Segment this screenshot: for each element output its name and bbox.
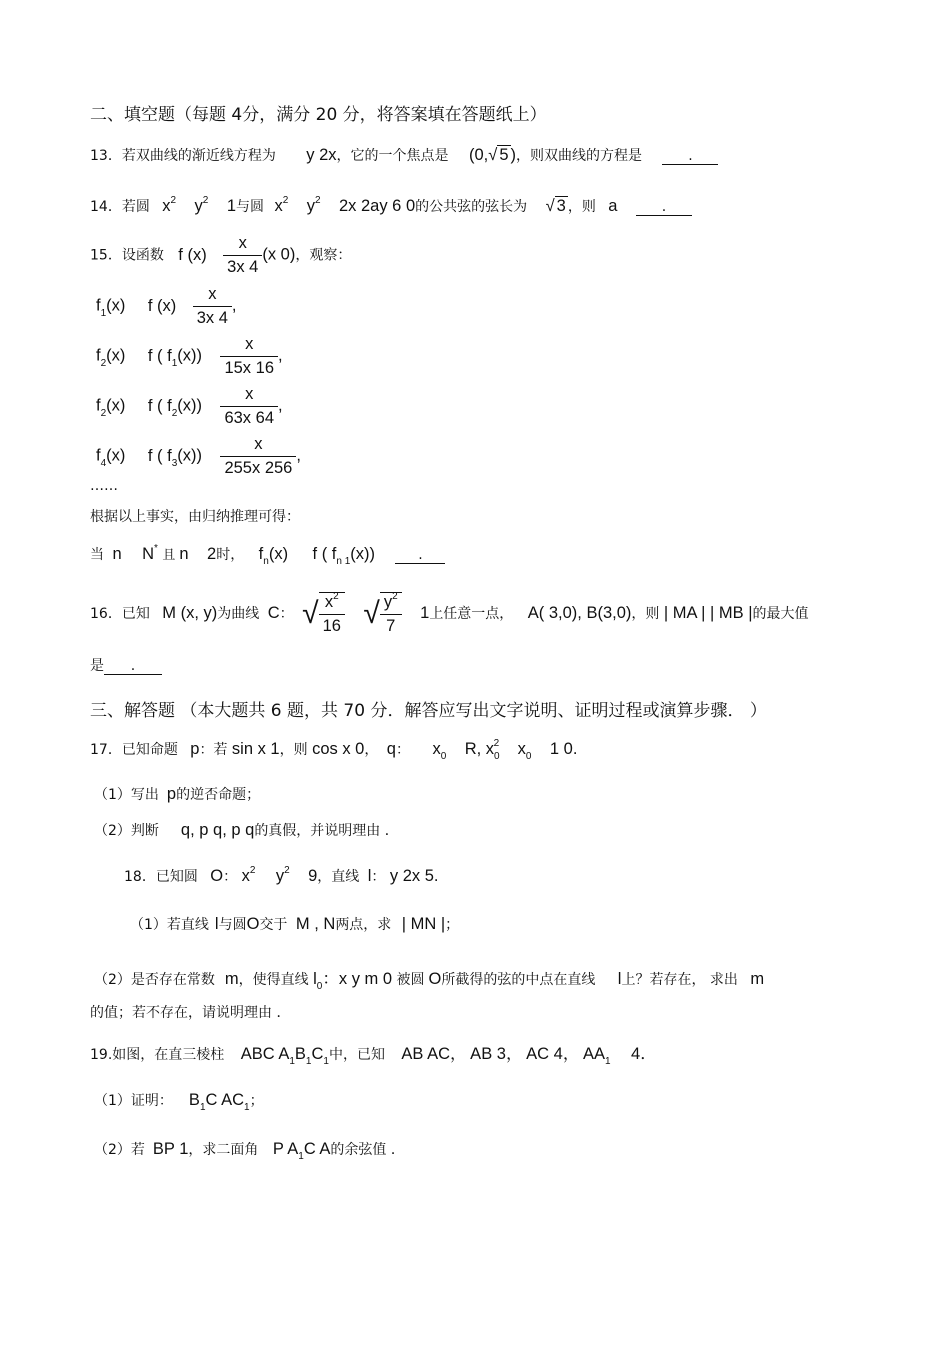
row-msub: 1 [171,357,178,369]
var-n: n [112,545,122,563]
sup-2: 2 [333,591,339,602]
frac-numerator: x [245,385,254,403]
q19-B1: B [188,1091,200,1109]
q18-colon: ： [223,869,238,885]
q14-text3: 的公共弦的弦长为 [415,199,528,215]
frac-denominator: 255x 256 [220,456,296,478]
question-18 [124,866,439,886]
row-lhs: f [96,446,101,465]
part-label: （2）是否存在常数 [94,972,215,988]
sub-1: 1 [605,1056,611,1067]
row-fraction [220,385,278,428]
q18-text: 已知圆 [155,869,198,885]
q16-points: A( 3,0), B(3,0) [527,604,632,622]
q17-number: 17． [90,742,122,758]
answer-blank-14[interactable]: . [636,199,692,216]
q19-part-2 [94,1139,405,1162]
q14-a: a [608,197,618,215]
part-end: ； [445,917,460,933]
q16-text2: 为曲线 [217,606,260,622]
answer-blank-13[interactable]: . [662,148,718,165]
row-lhs: f [96,396,101,415]
q19-BP: BP 1 [152,1140,189,1158]
q18-colon2: ： [371,869,386,885]
sqrt-symbol: √ [363,597,380,630]
q16-fraction-2 [380,592,402,636]
frac-denominator: 63x 64 [220,406,278,428]
q17-part-1 [94,784,260,804]
sup-2: 2 [314,195,321,206]
q17-p: p [166,785,177,803]
q16-expr: | MA | | MB | [663,604,753,622]
q18-l: l [617,970,622,988]
q18-nine: 9 [308,867,318,885]
q18-y: y [275,867,285,885]
sup-2: 2 [202,195,209,206]
q18-O: O [428,970,442,988]
when-text: 当 [90,547,104,563]
row-lrest: (x) [106,396,126,415]
q17-q: q [386,740,396,758]
row-lsub: 1 [100,307,107,319]
row-fraction [220,435,296,478]
q17-p: p [190,740,200,758]
q14-y2: y [306,197,315,215]
q16-text3: 上任意一点， [429,606,514,622]
q18-O: O [210,867,224,885]
answer-blank-16[interactable]: . [104,658,162,675]
q18-dot: . [433,867,439,885]
q15-row-4 [96,435,301,478]
q18-O: O [246,915,260,933]
and-text: 且 [162,548,176,563]
row-end: , [296,446,301,465]
q18-line-eq: y 2x 5 [389,867,434,885]
question-16 [90,592,809,636]
q13-text2: ，它的一个焦点是 [336,148,449,164]
q14-text: 若圆 [121,199,150,215]
q18-number: 18． [124,869,156,885]
q16-curve: C [267,604,280,622]
sub-1: 1 [289,1056,295,1067]
section-3-title: 三、解答题 （本大题共 6 题，共 70 分．解答应写出文字说明、证明过程或演算步骤． ） [90,701,767,721]
row-mrest: (x)) [177,446,202,465]
sqrt-symbol: √ [488,146,498,164]
q14-eq: 2x 2ay 6 0 [338,197,416,215]
part-label: （1）证明： [94,1093,173,1109]
fn-rest: (x) [268,545,289,563]
q15-number: 15． [90,247,122,264]
row-lhs: f [96,296,101,315]
q15-row-3 [96,385,283,428]
q18-l: l [367,867,372,885]
q15-row-1 [96,285,237,328]
two: 2 [207,545,217,563]
row-mid: f ( f [147,446,172,465]
question-13 [90,145,718,165]
sup-2: 2 [284,865,290,876]
q19-text: 如图，在直三棱柱 [112,1047,225,1063]
fn: f [258,545,264,563]
row-lrest: (x) [106,446,126,465]
q18-l0: l [313,970,317,988]
row-msub: 3 [171,457,178,469]
q16-text6: 是 [90,658,104,674]
part-text: 的真假，并说明理由 ． [254,823,399,839]
q15-row-2 [96,335,283,378]
q18-l0-eq: ：x y m 0 [322,970,393,988]
q14-text2: 与圆 [236,199,264,215]
frac-denominator: 3x 4 [193,306,232,328]
sup-2: 2 [170,195,177,206]
sub-0: 0 [316,981,323,992]
question-15 [90,234,351,277]
q14-one: 1 [226,197,236,215]
set-N: N [142,545,155,563]
part-text: ，求二面角 [188,1142,259,1158]
fn-sub: n [263,556,269,567]
sup-2: 2 [493,738,500,749]
q13-point-close: ) [510,146,517,164]
q17-cos: cos x 0 [312,740,365,758]
row-mrest: (x)) [177,346,202,365]
q15-fx: f (x) [178,245,207,264]
q18-m: m [750,970,765,988]
q14-text4: ，则 [567,199,596,215]
shi-text: 时， [216,547,245,563]
frac-numerator: x [238,234,247,252]
part-label: （1）写出 [94,787,159,803]
sqrt-symbol: √ [302,597,319,630]
part-text: ，使得直线 [238,972,309,988]
frac-numerator: x [254,435,263,453]
row-end: , [231,296,237,315]
sub-0: 0 [525,751,532,762]
sub-1: 1 [298,1151,304,1162]
q15-text2: ，观察： [295,247,352,264]
question-14 [90,196,692,216]
q18-part-2-cont: 的值；若不存在，请说明理由 ． [90,1005,291,1021]
q16-point: M (x, y) [162,604,218,622]
q19-part-1 [94,1090,264,1113]
frac-denominator: 3x 4 [223,255,262,277]
q17-text: 已知命题 [121,742,178,758]
q17-text2: ：若 [199,742,228,758]
q16-text: 已知 [121,606,150,622]
q19-C: C [311,1045,324,1063]
var-n: n [179,545,189,563]
row-lsub: 2 [100,357,107,369]
part-text: 交于 [259,917,288,933]
part-label: （2）判断 [94,823,159,839]
q19-C-AC: C AC [205,1091,245,1109]
q18-text2: ，直线 [317,869,360,885]
q18-part-1 [130,914,459,934]
q17-text4: ， [364,742,379,758]
q19-prism: ABC A [240,1045,290,1063]
q18-MN-abs: | MN | [401,915,446,933]
q19-P-A: P A [272,1140,299,1158]
q18-part-2 [94,965,765,992]
q17-x0b: x [517,740,526,758]
part-text: 所截得的弦的中点在直线 [441,972,596,988]
row-end: , [278,346,283,365]
q19-conditions: AB AC， AB 3， AC 4， AA [401,1045,605,1063]
q16-colon: ： [279,606,294,622]
part-label: （2）若 [94,1142,145,1158]
q15-answer-line [90,543,445,567]
q16-text5: 的最大值 [752,606,809,622]
q19-C-A: C A [303,1140,331,1158]
part-text: 的余弦值 ． [330,1142,405,1158]
q19-number: 19. [90,1047,113,1063]
question-19 [90,1040,657,1067]
q17-text3: ，则 [279,742,308,758]
row-fraction [193,285,232,328]
q15-fraction [223,234,262,277]
q19-four: 4． [631,1045,657,1063]
q15-condition: (x 0) [262,245,296,264]
ff-sub: n 1 [336,556,351,567]
part-label: （1）若直线 [130,917,209,933]
row-msub: 2 [171,407,178,419]
section-2-title: 二、填空题（每题 4分，满分 20 分，将答案填在答题纸上） [90,105,547,125]
q17-props: q, p q, p q [180,821,255,839]
q14-y: y [194,197,203,215]
row-lhs: f [96,346,101,365]
q17-text5: ： [395,742,410,758]
q14-x: x [162,197,171,215]
q16-x: x [324,593,334,611]
frac-denominator: 7 [380,614,402,636]
q13-text3: ，则双曲线的方程是 [516,148,643,164]
ff-rest: (x)) [350,545,376,563]
question-17: 17．已知命题 p：若 sin x 1，则 cos x 0， q： $x_0$ R, $x_0^2$ $x_0$ 1 0. [90,738,578,762]
q18-MN: M , N [295,915,336,933]
row-mid: f (x) [147,296,177,315]
q14-sqrt: 3 [556,197,566,215]
q16-fraction-1 [319,592,345,636]
q13-point: (0, [469,146,489,164]
part-text: 被圆 [396,972,425,988]
q16-y: y [383,593,393,611]
frac-denominator: 16 [319,614,345,636]
row-lsub: 2 [100,407,107,419]
part-text: 与圆 [218,917,247,933]
question-16-cont [90,655,162,675]
q17-x0: x [432,740,441,758]
frac-numerator: x [245,335,254,353]
row-end: , [278,396,283,415]
row-lrest: (x) [106,346,126,365]
sub-0: 0 [494,751,500,762]
q15-conclusion: 根据以上事实，由归纳推理可得： [90,509,300,525]
sup-star: * [154,543,158,554]
sub-1: 1 [323,1056,329,1067]
q19-B: B [294,1045,306,1063]
sqrt-symbol: √ [545,197,555,215]
sup-2: 2 [249,865,256,876]
q19-text2: 中，已知 [328,1047,385,1063]
row-mid: f ( f [147,346,172,365]
sub-1: 1 [244,1102,250,1113]
sub-1: 1 [199,1102,206,1113]
sup-2: 2 [282,195,289,206]
q15-ellipsis: …… [90,478,118,494]
q13-asymptote: y 2x [306,146,337,164]
row-lsub: 4 [100,457,107,469]
ff: f ( f [312,545,337,563]
answer-blank-15[interactable]: . [395,547,445,564]
part-text: 的逆否命题； [176,787,261,803]
q15-text: 设函数 [121,247,164,264]
q17-part-2 [94,820,399,840]
sup-2: 2 [392,591,398,602]
q13-text: 若双曲线的渐近线方程为 [121,148,276,164]
row-lrest: (x) [106,296,126,315]
q14-number: 14． [90,199,122,215]
q17-sin: sin x 1 [231,740,280,758]
q17-tail: 1 0 [549,740,573,758]
q16-one: 1 [420,604,430,622]
sub-1: 1 [305,1056,312,1067]
part-end: ； [249,1093,264,1109]
q18-l: l [214,915,219,933]
row-fraction [220,335,278,378]
q18-x: x [241,867,250,885]
part-text: 两点，求 [335,917,392,933]
row-mid: f ( f [147,396,172,415]
q13-sqrt: 5 [499,146,509,164]
q18-m: m [224,970,239,988]
q17-R: R, x [464,740,495,758]
q16-text4: ，则 [631,606,660,622]
frac-denominator: 15x 16 [220,356,278,378]
q13-number: 13． [90,148,122,164]
row-mrest: (x)) [177,396,202,415]
sub-0: 0 [440,751,447,762]
part-text: 上？若存在， 求出 [621,972,738,988]
frac-numerator: x [208,285,217,303]
q14-x2: x [274,197,283,215]
q16-number: 16． [90,606,122,622]
